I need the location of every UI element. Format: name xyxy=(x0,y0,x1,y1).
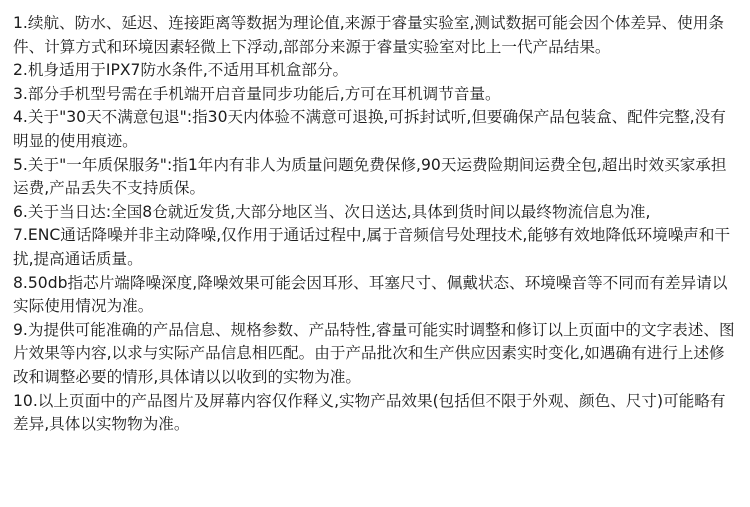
note-item-1: 1.续航、防水、延迟、连接距离等数据为理论值,来源于睿量实验室,测试数据可能会因个体差异、使用条件、计算方式和环境因素轻微上下浮动,部部分来源于睿量实验室对比上一代产品结果。 xyxy=(13,14,724,56)
note-item-7: 7.ENC通话降噪并非主动降噪,仅作用于通话过程中,属于音频信号处理技术,能够有效地降低环境噪声和干扰,提高通话质量。 xyxy=(13,226,731,268)
note-item-10: 10.以上页面中的产品图片及屏幕内容仅作释义,实物产品效果(包括但不限于外观、颜色、尺寸)可能略有差异,具体以实物物为准。 xyxy=(13,391,726,434)
note-item-4: 4.关于"30天不满意包退":指30天内体验不满意可退换,可拆封试听,但要确保产品包装盒、配件完整,没有明显的使用痕迹。 xyxy=(13,108,726,150)
note-item-9: 9.为提供可能准确的产品信息、规格参数、产品特性,睿量可能实时调整和修订以上页面中的文字表述、图片效果等内容,以求与实际产品信息相匹配。由于产品批次和生产供应因素实时变化,如遇确有进行上述修改和调整必要的情形,具体请以以收到的实物为准。 xyxy=(13,320,735,386)
note-item-2: 2.机身适用于IPX7防水条件,不适用耳机盒部分。 xyxy=(13,61,349,80)
note-item-5: 5.关于"一年质保服务":指1年内有非人为质量问题免费保修,90天运费险期间运费全包,超出时效买家承担运费,产品丢失不支持质保。 xyxy=(13,155,727,198)
note-item-6: 6.关于当日达:全国8仓就近发货,大部分地区当、次日送达,具体到货时间以最终物流信息为准, xyxy=(13,202,651,221)
note-item-8: 8.50db指芯片端降噪深度,降噪效果可能会因耳形、耳塞尺寸、佩戴状态、环境噪音等不同而有差异请以实际使用情况为准。 xyxy=(13,273,728,316)
note-item-3: 3.部分手机型号需在手机端开启音量同步功能后,方可在耳机调节音量。 xyxy=(13,84,501,103)
